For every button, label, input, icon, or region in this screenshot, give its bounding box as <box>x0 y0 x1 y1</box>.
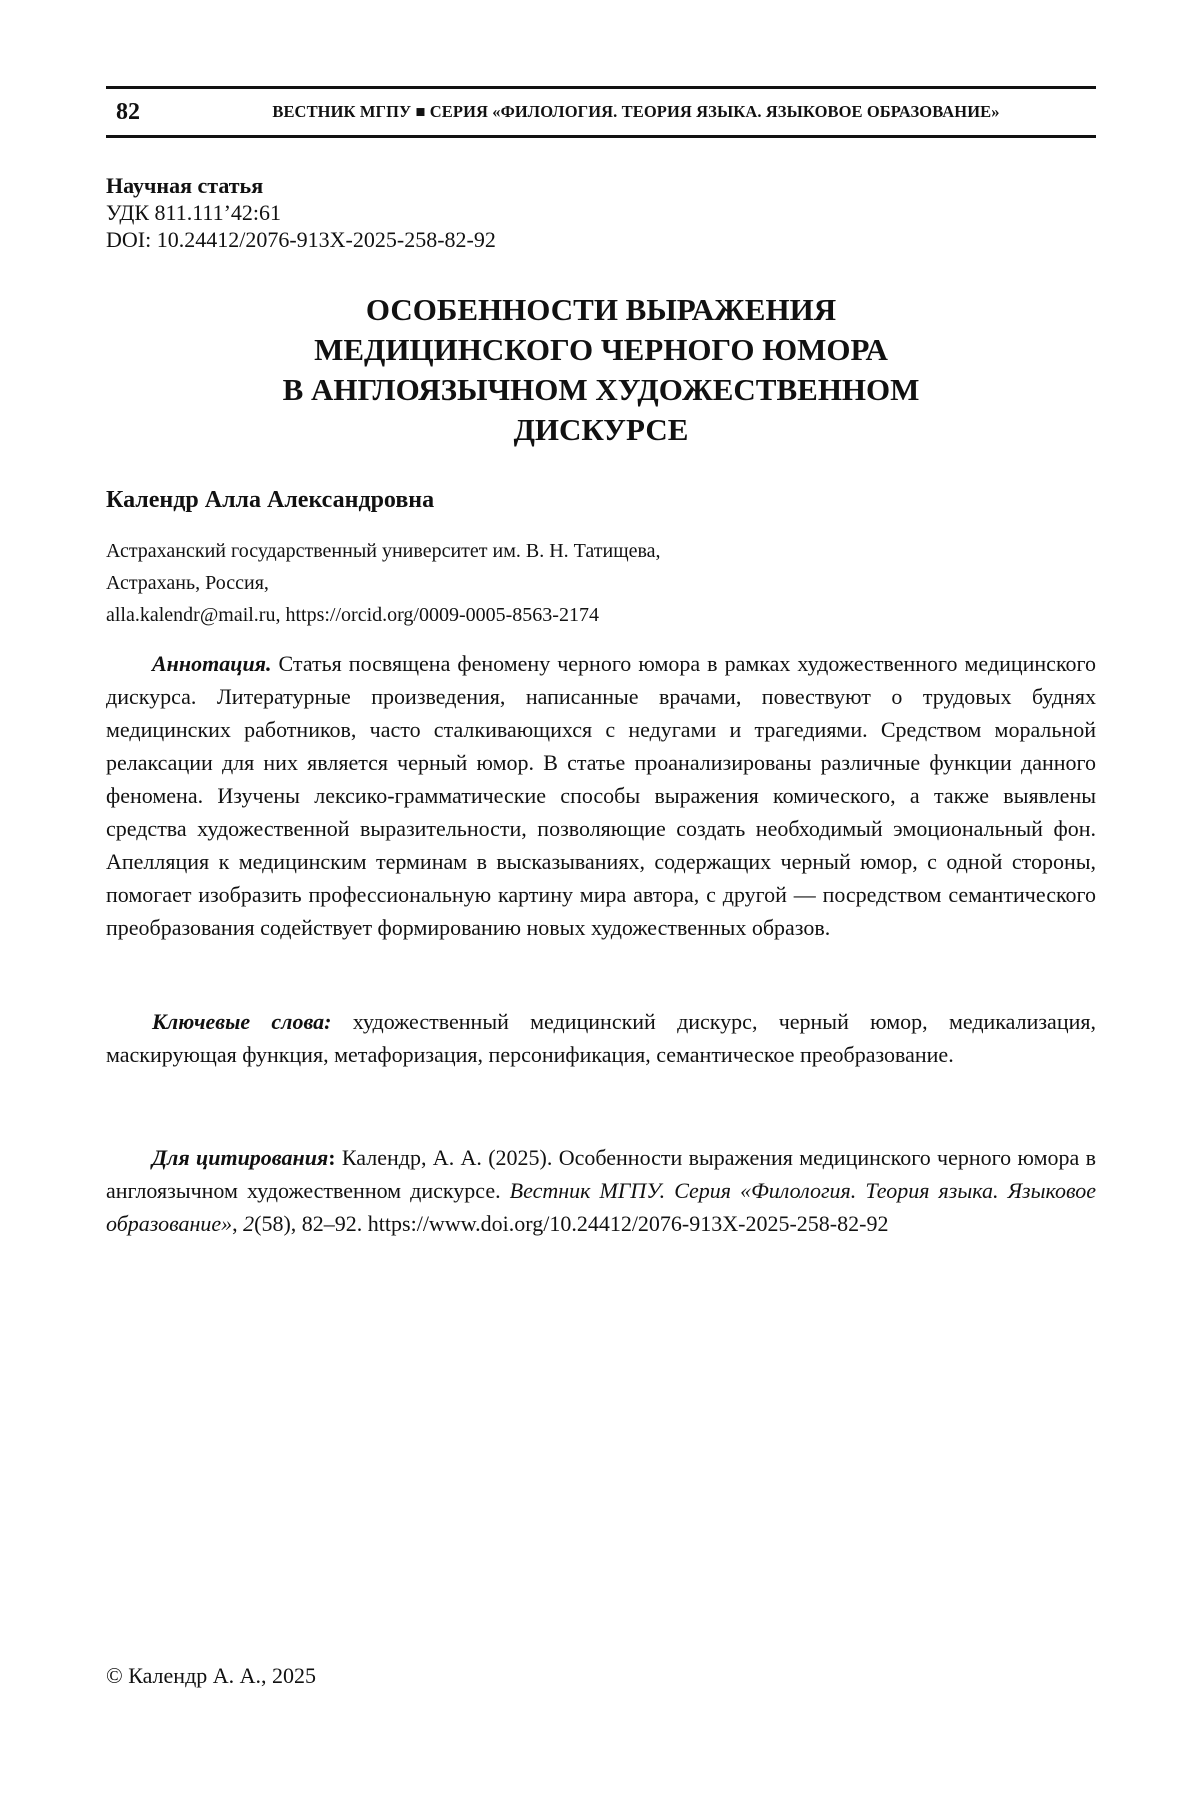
affiliation-contacts: alla.kalendr@mail.ru, https://orcid.org/0009-0005-8563-2174 <box>106 604 599 626</box>
article-type: Научная статья <box>106 173 264 198</box>
citation-label: Для цитирования <box>152 1145 329 1170</box>
abstract-label: Аннотация. <box>152 651 272 676</box>
title-line-2: МЕДИЦИНСКОГО ЧЕРНОГО ЮМОРА <box>314 332 888 367</box>
author-name: Календр Алла Александровна <box>106 487 435 513</box>
citation-text-3: (58), 82–92. https://www.doi.org/10.24412/2076-913X-2025-258-82-92 <box>254 1211 889 1236</box>
keywords <box>106 1005 1096 1071</box>
article-meta <box>106 172 496 253</box>
article-title <box>106 290 1096 450</box>
journal-page <box>106 0 1096 1800</box>
citation-colon: : <box>328 1145 336 1170</box>
title-line-4: ДИСКУРСЕ <box>513 412 689 447</box>
affiliation-city: Астрахань, Россия, <box>106 572 269 594</box>
doi: DOI: 10.24412/2076-913X-2025-258-82-92 <box>106 227 496 252</box>
journal-running-title: ВЕСТНИК МГПУ ■ СЕРИЯ «ФИЛОЛОГИЯ. ТЕОРИЯ ЯЗЫКА. ЯЗЫКОВОЕ ОБРАЗОВАНИЕ» <box>272 102 1000 121</box>
title-line-1: ОСОБЕННОСТИ ВЫРАЖЕНИЯ <box>365 292 837 327</box>
keywords-label: Ключевые слова: <box>152 1009 332 1034</box>
affiliation-university: Астраханский государственный университет им. В. Н. Татищева, <box>106 540 661 562</box>
title-line-3: В АНГЛОЯЗЫЧНОМ ХУДОЖЕСТВЕННОМ <box>282 372 920 407</box>
author-affiliation <box>106 535 661 631</box>
copyright: © Календр А. А., 2025 <box>106 1663 317 1688</box>
keywords-text: художественный медицинский дискурс, черный юмор, медикализация, маскирующая функция, метафоризация, персонификация, семантическое преобразование. <box>106 1009 1096 1067</box>
running-header <box>106 86 1096 138</box>
citation-journal: Вестник МГПУ. Серия «Филология. Теория языка. Языковое образование» <box>106 1178 1096 1236</box>
abstract <box>106 647 1096 944</box>
citation-text-2: , <box>232 1211 244 1236</box>
citation <box>106 1141 1096 1240</box>
citation-text-1: Календр, А. А. (2025). Особенности выражения медицинского черного юмора в англоязычном художественном дискурсе. <box>106 1145 1096 1203</box>
abstract-text: Статья посвящена феномену черного юмора в рамках художественного медицинского дискурса. Литературные произведения, написанные врачами, повествуют о трудовых буднях медицинских работников, часто сталкивающихся с недугами и трагедиями. Средством моральной релаксации для них является черный юмор. В статье проанализированы различные функции данного феномена. Изучены лексико-грамматические способы выражения комического, а также выявлены средства художественной выразительности, позволяющие создать необходимый эмоциональный фон. Апелляция к медицинским терминам в высказываниях, содержащих черный юмор, с одной стороны, помогает изобразить профессиональную картину мира автора, с другой — посредством семантического преобразования содействует формированию новых художественных образов. <box>106 651 1096 940</box>
udc-code: УДК 811.111’42:61 <box>106 200 282 225</box>
citation-volume: 2 <box>243 1211 255 1236</box>
page-number: 82 <box>116 98 140 125</box>
